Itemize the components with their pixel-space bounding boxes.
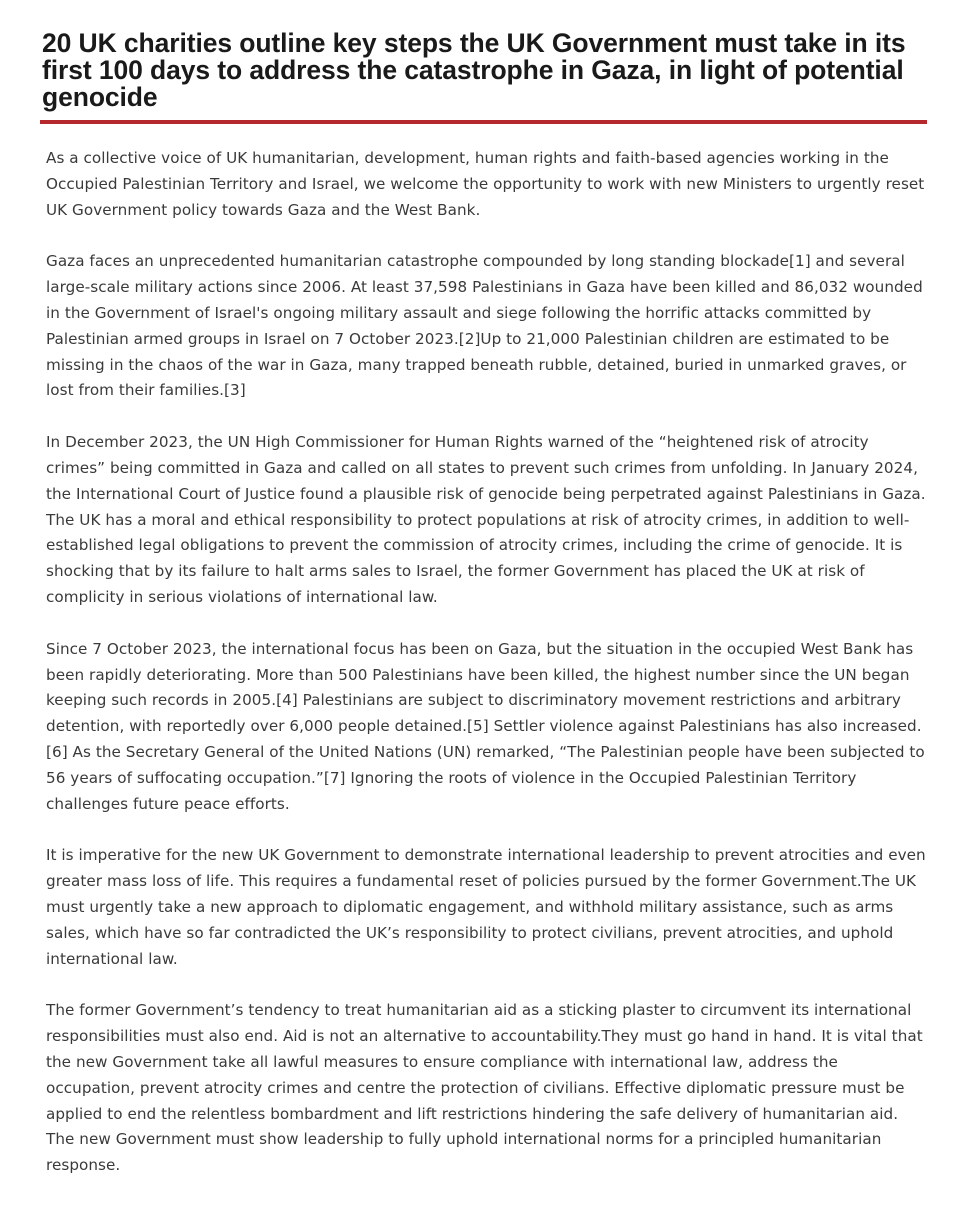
paragraph-west-bank: Since 7 October 2023, the international focus has been on Gaza, but the situation in the occupied West Bank has been rapidly deteriorating. More than 500 Palestinians have been killed, the highest number since the UN began keeping such records in 2005.[4] Palestinians are subject to discriminatory movement restrictions and arbitrary detention, with reportedly over 6,000 people detained.[5] Settler violence against Palestinians has also increased.[6] As the Secretary General of the United Nations (UN) remarked, “The Palestinian people have been subjected to 56 years of suffocating occupation.”[7] Ignoring the roots of violence in the Occupied Palestinian Territory challenges future peace efforts. [46, 639, 925, 813]
paragraph-intro: As a collective voice of UK humanitarian, development, human rights and faith-based agencies working in the Occupied Palestinian Territory and Israel, we welcome the opportunity to work with new Ministers to urgently reset UK Government policy towards Gaza and the West Bank. [46, 149, 925, 219]
paragraph-leadership: It is imperative for the new UK Government to demonstrate international leadership to prevent atrocities and even greater mass loss of life. This requires a fundamental reset of policies pursued by the former Government.The UK must urgently take a new approach to diplomatic engagement, and withhold military assistance, such as arms sales, which have so far contradicted the UK’s responsibility to protect civilians, prevent atrocities, and uphold international law. [46, 846, 926, 968]
article-headline: 20 UK charities outline key steps the UK Government must take in its first 100 days to address the catastrophe in Gaza, in light of potential genocide [42, 28, 906, 112]
article-body [46, 146, 926, 1205]
paragraph-humanitarian-aid: The former Government’s tendency to treat humanitarian aid as a sticking plaster to circumvent its international responsibilities must also end. Aid is not an alternative to accountability.They must go hand in hand. It is vital that the new Government take all lawful measures to ensure compliance with international law, address the occupation, prevent atrocity crimes and centre the protection of civilians. Effective diplomatic pressure must be applied to end the relentless bombardment and lift restrictions hindering the safe delivery of humanitarian aid. The new Government must show leadership to fully uphold international norms for a principled humanitarian response. [46, 1001, 923, 1175]
paragraph-atrocity-risk: In December 2023, the UN High Commissioner for Human Rights warned of the “heightened risk of atrocity crimes” being committed in Gaza and called on all states to prevent such crimes from unfolding. In January 2024, the International Court of Justice found a plausible risk of genocide being perpetrated against Palestinians in Gaza. The UK has a moral and ethical responsibility to protect populations at risk of atrocity crimes, in addition to well-established legal obligations to prevent the commission of atrocity crimes, including the crime of genocide. It is shocking that by its failure to halt arms sales to Israel, the former Government has placed the UK at risk of complicity in serious violations of international law. [46, 433, 926, 606]
paragraph-gaza-catastrophe: Gaza faces an unprecedented humanitarian catastrophe compounded by long standing blockade[1] and several large-scale military actions since 2006. At least 37,598 Palestinians in Gaza have been killed and 86,032 wounded in the Government of Israel's ongoing military assault and siege following the horrific attacks committed by Palestinian armed groups in Israel on 7 October 2023.[2]Up to 21,000 Palestinian children are estimated to be missing in the chaos of the war in Gaza, many trapped beneath rubble, detained, buried in unmarked graves, or lost from their families.[3] [46, 252, 923, 400]
headline-divider [40, 120, 927, 124]
